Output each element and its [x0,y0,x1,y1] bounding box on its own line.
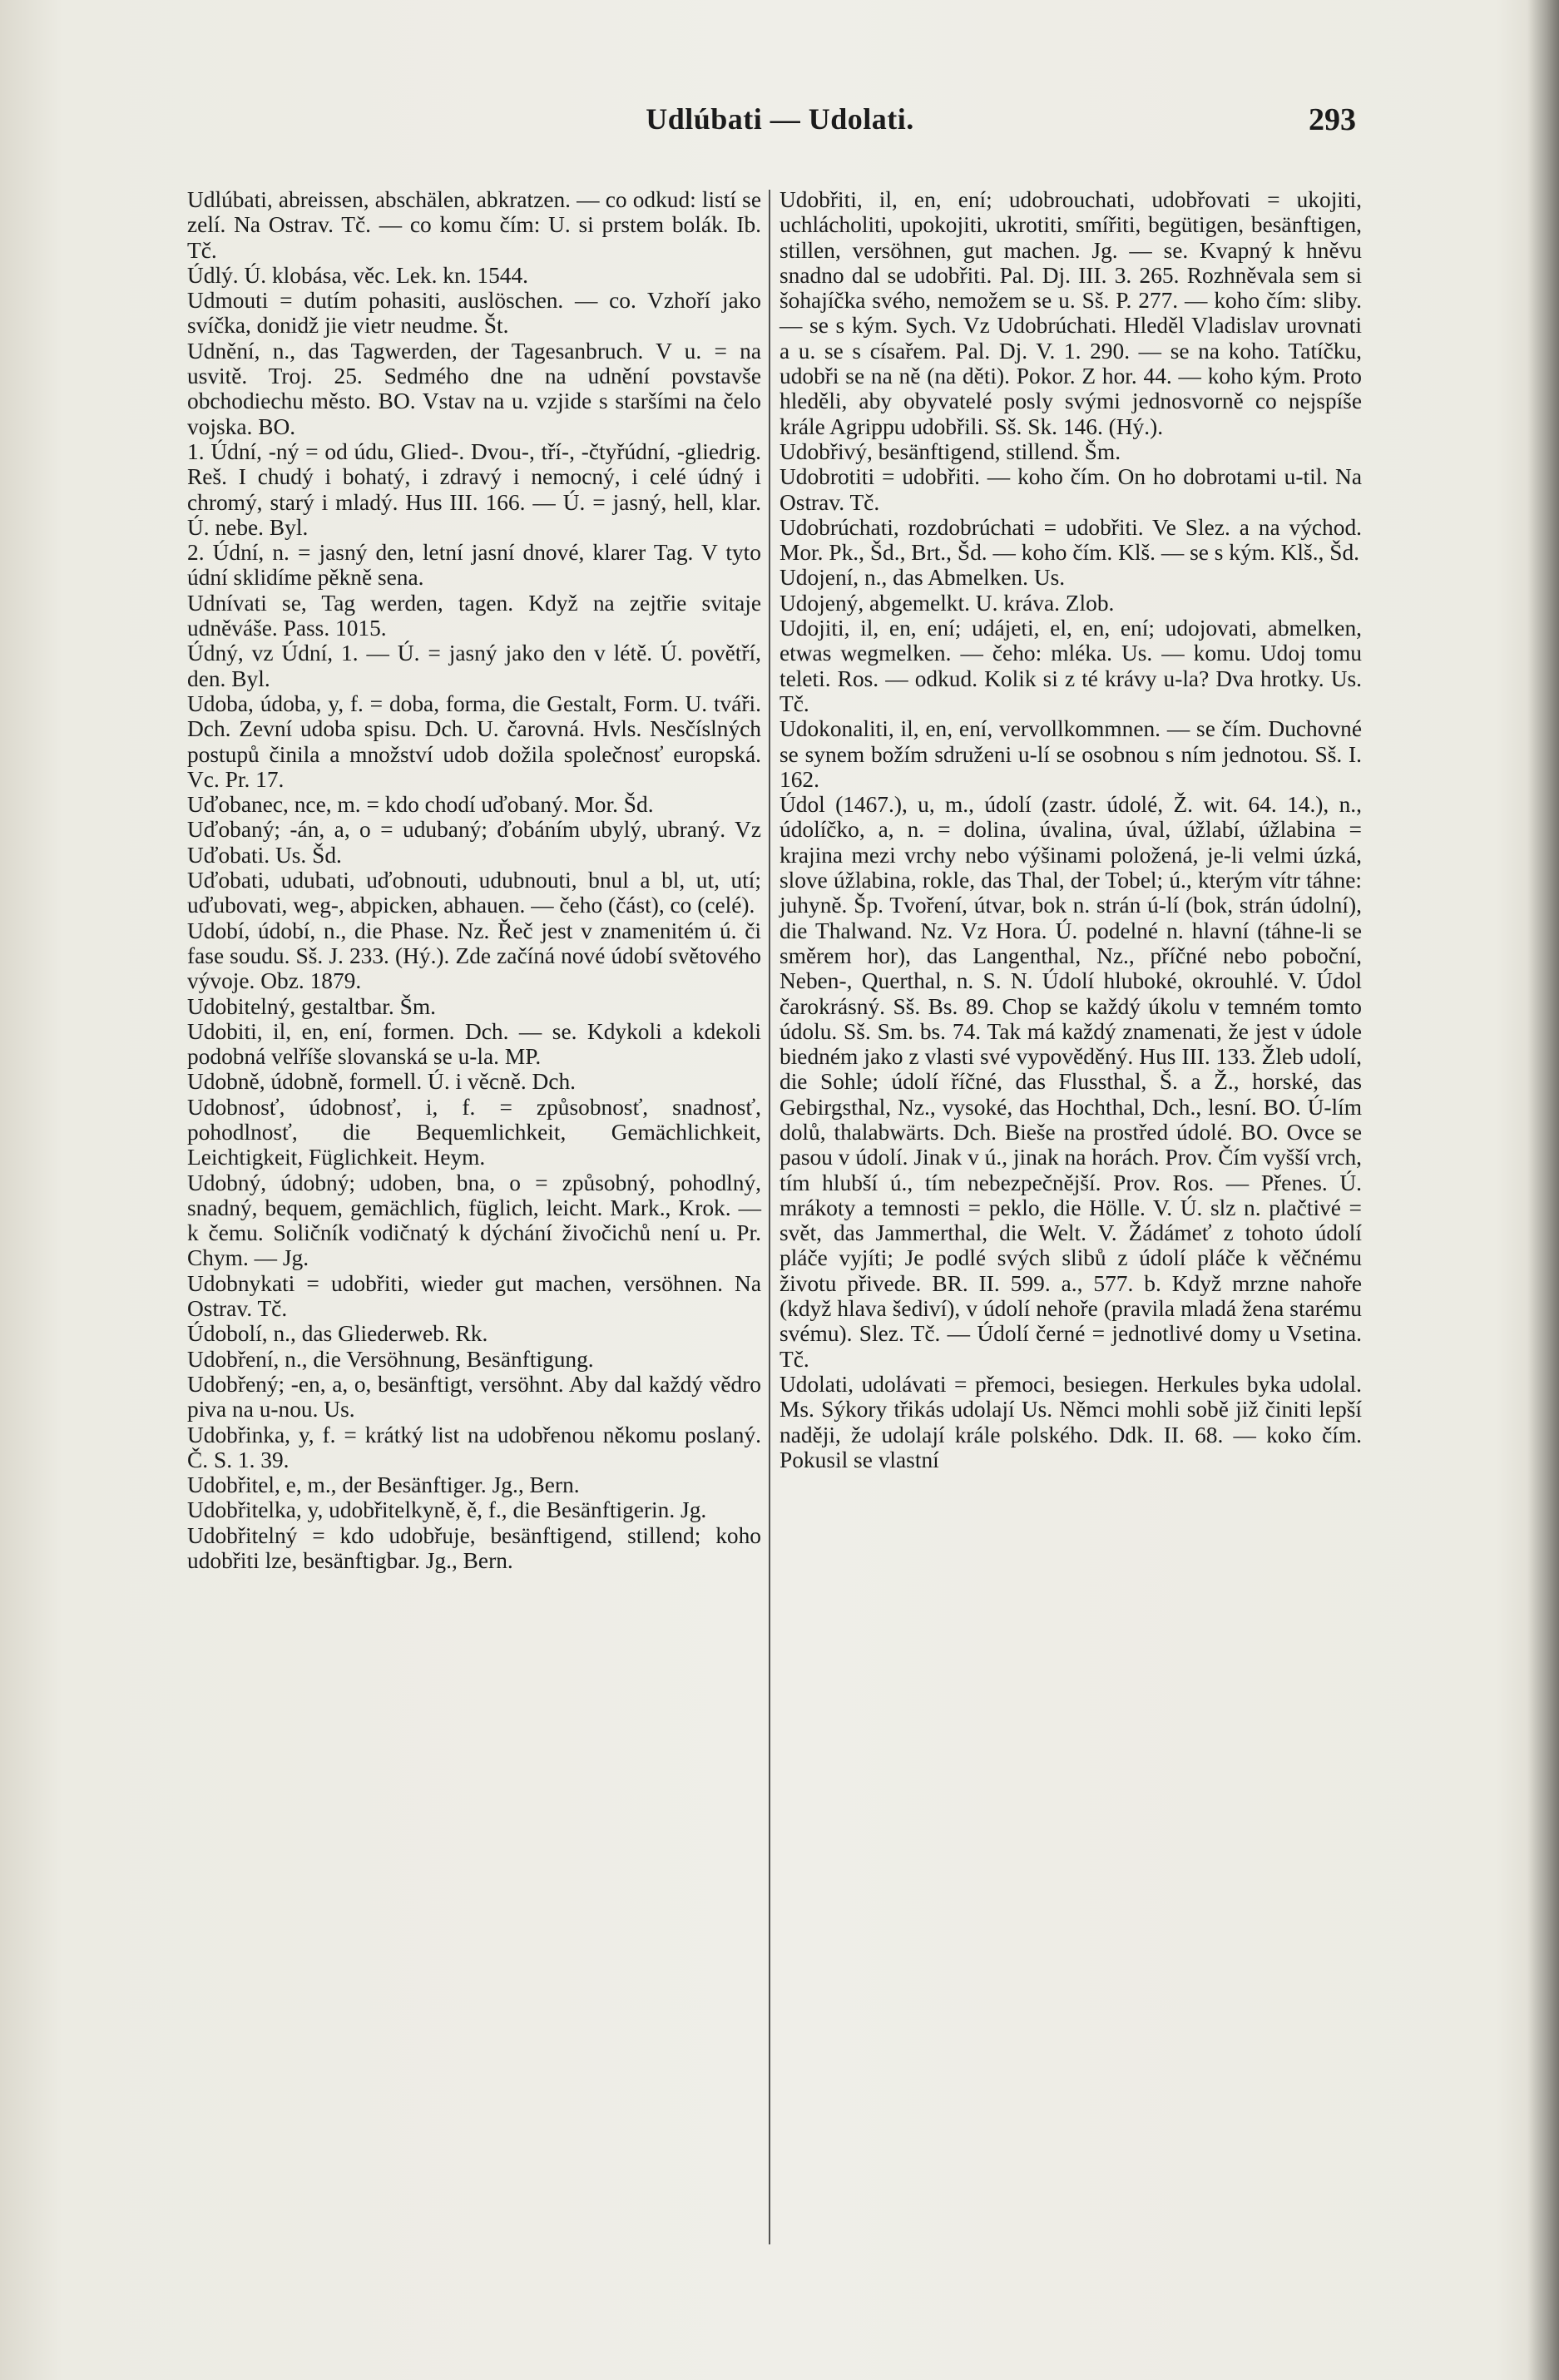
entry: Udobný, údobný; udoben, bna, o = způsobný, pohodlný, snadný, bequem, gemächlich, füglich, leicht. Mark., Krok. — k čemu. Soličník vodičnatý k dýchání živočichů není u. Pr. Chym. — Jg. [187,1170,761,1271]
page-number: 293 [1309,102,1356,137]
entry: Údol (1467.), u, m., údolí (zastr. údolé, Ž. wit. 64. 14.), n., údolíčko, a, n. = dolina, úvalina, úval, úžlabí, úžlabina = krajina mezi vrchy nebo výšinami položená, je-li velmi úzká, slove úžlabina, rokle, das Thal, der Tobel; ú., kterým vítr táhne: juhyně. Šp. Tvoření, útvar, bok n. strán ú-lí (bok, strán údolní), die Thalwand. Nz. Vz Hora. Ú. podelné n. hlavní (táhne-li se směrem hor), das Langenthal, Nz., příčné nebo poboční, Neben-, Querthal, n. S. N. Údolí hluboké, okrouhlé. V. Údol čarokrásný. Sš. Bs. 89. Chop se každý úkolu v temném tomto údolu. Sš. Sm. bs. 74. Tak má každý znamenati, že jest v údole biedném jako z vlasti své vypověděný. Hus III. 133. Žleb udolí, die Sohle; údolí říčné, das Flussthal, Š. a Ž., horské, das Gebirgsthal, Nz., vysoké, das Hochthal, Dch., lesní. BO. Ú-lím dolů, thalabwärts. Dch. Bieše na prostřed údolé. BO. Ovce se pasou v údolí. Jinak v ú., jinak na horách. Prov. Čím vyšší vrch, tím hlubší ú., tím nebezpečnější. Prov. Ros. — Přenes. Ú. mrákoty a temnosti = peklo, die Hölle. V. Ú. slz n. plačtivé = svět, das Jammerthal, die Welt. V. Žádámeť z tohoto údolí pláče vyjíti; Je podlé svých slibů z údolí pláče k věčnému životu přivede. BR. II. 599. a., 577. b. Když mrzne nahoře (když hlava šediví), v údolí nehoře (pravila mladá žena starému svému). Slez. Tč. — Údolí černé = jednotlivé domy u Vsetina. Tč. [780,792,1362,1372]
entry: Udolati, udolávati = přemoci, besiegen. Herkules byka udolal. Ms. Sýkory třikás udolají Us. Němci mohli sobě již činiti lepší naději, že udolají krále polského. Ddk. II. 68. — koko čím. Pokusil se vlastní [780,1371,1362,1472]
entry: Udojiti, il, en, ení; udájeti, el, en, ení; udojovati, abmelken, etwas wegmelken. — čeho: mléka. Us. — komu. Udoj tomu teleti. Ros. — odkud. Kolik si z té krávy u-la? Dva hrotky. Us. Tč. [780,616,1362,716]
entry: Uďobanec, nce, m. = kdo chodí uďobaný. Mor. Šd. [187,792,654,818]
entry: Udmouti = dutím pohasiti, auslöschen. — co. Vzhoří jako svíčka, donidž jie vietr neudme. Št. [187,288,761,339]
page-header [195,101,1364,143]
entry: Uďobaný; -án, a, o = udubaný; ďobáním ubylý, ubraný. Vz Uďobati. Us. Šd. [187,817,761,868]
entry: Údlý. Ú. klobása, věc. Lek. kn. 1544. [187,262,529,288]
entry: Udobřinka, y, f. = krátký list na udobřenou někomu poslaný. Č. S. 1. 39. [187,1422,761,1472]
page-edge-shadow [1527,0,1559,2380]
column-divider [769,190,770,2244]
entry: Udojení, n., das Abmelken. Us. [780,565,1066,591]
entry: Udokonaliti, il, en, ení, vervollkommnen. — se čím. Duchovné se synem božím sdruženi u-lí se osobnou s ním jednotou. Sš. I. 162. [780,716,1362,792]
entry: Uďobati, udubati, uďobnouti, udubnouti, bnul a bl, ut, utí; uďubovati, weg-, abpicken, abhauen. — čeho (část), co (celé). [187,868,761,918]
entry: Udobitelný, gestaltbar. Šm. [187,993,436,1019]
entry: Udobnosť, údobnosť, i, f. = způsobnosť, snadnosť, pohodlnosť, die Bequemlichkeit, Gemächlichkeit, Leichtigkeit, Füglichkeit. Heym. [187,1094,761,1170]
entry: Udobrúchati, rozdobrúchati = udobřiti. Ve Slez. a na východ. Mor. Pk., Šd., Brt., Šd. — koho čím. Klš. — se s kým. Klš., Šd. [780,514,1362,566]
entry: Udobnykati = udobřiti, wieder gut machen, versöhnen. Na Ostrav. Tč. [187,1270,761,1322]
entry: Udobření, n., die Versöhnung, Besänftigung. [187,1346,594,1372]
entry: Udnívati se, Tag werden, tagen. Když na zejtřie svitaje udněváše. Pass. 1015. [187,590,761,641]
entry: Udobně, údobně, formell. Ú. i věcně. Dch. [187,1069,577,1095]
entry: Údobolí, n., das Gliederweb. Rk. [187,1321,488,1347]
entry: Udlúbati, abreissen, abschälen, abkratzen. — co odkud: listí se zelí. Na Ostrav. Tč. — co komu čím: U. si prstem bolák. Ib. Tč. [187,187,761,263]
entry: Udobiti, il, en, ení, formen. Dch. — se. Kdykoli a kdekoli podobná velříše slovanská se u-la. MP. [187,1018,761,1070]
entry: Udobrotiti = udobřiti. — koho čím. On ho dobrotami u-til. Na Ostrav. Tč. [780,464,1362,515]
running-head: Udlúbati — Udolati. [646,102,914,136]
entry: Údný, vz Údní, 1. — Ú. = jasný jako den v létě. Ú. povětří, den. Byl. [187,641,761,691]
entry: Udobřitel, e, m., der Besänftiger. Jg., Bern. [187,1472,580,1498]
entry: Udnění, n., das Tagwerden, der Tagesanbruch. V u. = na usvitě. Troj. 25. Sedmého dne na udnění povstavše obchodiechu město. BO. Vstav na u. vzjide s staršími na čelo vojska. BO. [187,338,761,439]
entry: Udoba, údoba, y, f. = doba, forma, die Gestalt, Form. U. tváři. Dch. Zevní udoba spisu. Dch. U. čarovná. Hvls. Nesčíslných postupů činila a množství udob dožila společnosť europská. Vc. Pr. 17. [187,690,761,792]
entry: Udojený, abgemelkt. U. kráva. Zlob. [780,590,1115,616]
entry: Udobřitelka, y, udobřitelkyně, ě, f., die Besänftigerin. Jg. [187,1497,707,1523]
entry: Udobřiti, il, en, ení; udobrouchati, udobřovati = ukojiti, uchlácholiti, upokojiti, ukrotiti, smířiti, begütigen, besänftigen, stillen, versöhnen, gut machen. Jg. — se. Kvapný k hněvu snadno dal se udobřiti. Pal. Dj. III. 3. 265. Rozhněvala sem si šohajíčka svého, nemožem se u. Sš. P. 277. — koho čím: sliby. — se s kým. Sych. Vz Udobrúchati. Hleděl Vladislav urovnati a u. se s císařem. Pal. Dj. V. 1. 290. — se na koho. Tatíčku, udobři se na ně (na děti). Pokor. Z hor. 44. — koho kým. Proto hleděli, aby obyvatelé posly svými jednosvorně co nejspíše krále Agrippu udobřili. Sš. Sk. 146. (Hý.). [780,187,1362,439]
entry: Udobřitelný = kdo udobřuje, besänftigend, stillend; koho udobřiti lze, besänftigbar. Jg., Bern. [187,1522,761,1574]
entry: Udobí, údobí, n., die Phase. Nz. Řeč jest v znamenitém ú. či fase soudu. Sš. J. 233. (Hý.). Zde začíná nové údobí světového vývoje. Obz. 1879. [187,918,761,994]
entry: Udobřený; -en, a, o, besänftigt, versöhnt. Aby dal každý vědro piva na u-nou. Us. [187,1371,761,1423]
left-column [187,187,761,1573]
entry: 2. Údní, n. = jasný den, letní jasní dnové, klarer Tag. V tyto údní sklidíme pěkně sena. [187,540,761,591]
entry: 1. Údní, -ný = od údu, Glied-. Dvou-, tří-, -čtyřúdní, -gliedrig. Reš. I chudý i bohatý, i zdravý i nemocný, i celé údný i chromý, starý i mladý. Hus III. 166. — Ú. = jasný, hell, klar. Ú. nebe. Byl. [187,438,761,540]
entry: Udobřivý, besänftigend, stillend. Šm. [780,438,1121,464]
right-column [780,187,1362,1472]
